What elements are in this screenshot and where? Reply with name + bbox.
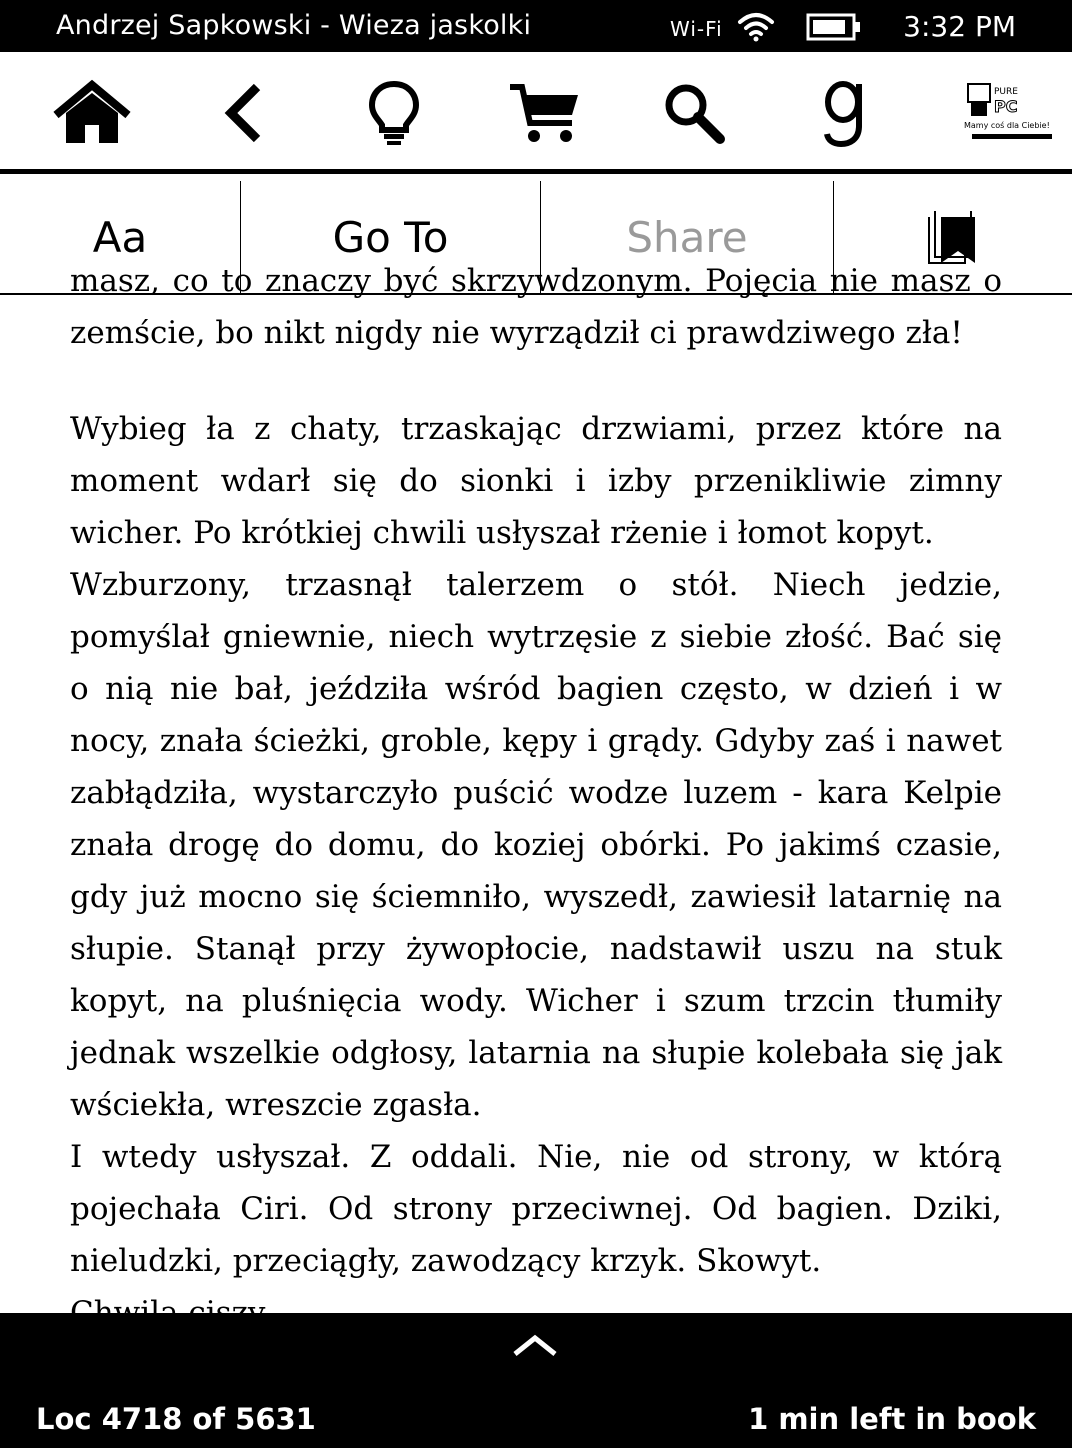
purepc-logo	[962, 82, 1058, 144]
font-settings-label: Aa	[92, 212, 148, 262]
top-toolbar	[0, 52, 1072, 174]
cart-icon[interactable]	[504, 78, 584, 148]
svg-text:PURE: PURE	[994, 87, 1018, 97]
chevron-up-icon[interactable]	[512, 1335, 558, 1357]
paragraph: Wybieg ła z chaty, trzaskając drzwiami, przez które na moment wdarł się do sionki i izby przenikliwie zimny wicher. Po krótkiej chwili usłyszał rżenie i łomot kopyt.	[70, 411, 1002, 551]
svg-text:PC: PC	[994, 97, 1018, 116]
back-icon[interactable]	[204, 78, 284, 148]
book-title: Andrzej Sapkowski - Wieza jaskolki	[56, 10, 532, 41]
status-bar	[0, 0, 1072, 52]
paragraph-partial-top: masz, co to znaczy być skrzywdzonym. Pojęcia nie masz o zemście, bo nikt nigdy nie wyrządził ci prawdziwego zła!	[70, 263, 1002, 351]
paragraph: Wzburzony, trzasnął talerzem o stół. Niech jedzie, pomyślał gniewnie, niech wytrzęsie z siebie złość. Bać się o nią nie bał, jeździła wśród bagien często, w dzień i w nocy, znała ścieżki, groble, kępy i grądy. Gdyby zaś i nawet zabłądziła, wystarczyło puścić wodze luzem - kara Kelpie znała drogę do domu, do koziej obórki. Po jakimś czasie, gdy już mocno się ściemniło, wyszedł, zawiesił latarnię na słupie. Stanął przy żywopłocie, nadstawił uszu na stuk kopyt, na pluśnięcia wody. Wicher i szum trzcin tłumiły jednak wszelkie odgłosy, latarnia na słupie kolebała się jak wściekła, wreszcie zgasła.	[70, 567, 1002, 1123]
goodreads-icon[interactable]	[804, 78, 884, 148]
clock: 3:32 PM	[903, 10, 1016, 43]
time-left-indicator[interactable]: 1 min left in book	[748, 1402, 1036, 1436]
book-page[interactable]	[0, 263, 1072, 1313]
search-icon[interactable]	[654, 78, 734, 148]
progress-footer	[0, 1313, 1072, 1448]
wifi-icon	[736, 10, 776, 42]
lightbulb-icon[interactable]	[354, 78, 434, 148]
goto-label: Go To	[332, 212, 449, 262]
wifi-label: Wi-Fi	[670, 17, 723, 41]
home-icon[interactable]	[52, 78, 132, 148]
paragraph: I wtedy usłyszał. Z oddali. Nie, nie od strony, w którą pojechała Ciri. Od strony przeciwnej. Od bagien. Dziki, nieludzki, przeciągły, zawodzący krzyk. Skowyt.	[70, 1139, 1002, 1279]
location-indicator[interactable]: Loc 4718 of 5631	[36, 1402, 316, 1436]
share-label: Share	[626, 212, 748, 262]
svg-text:Mamy coś dla Ciebie!: Mamy coś dla Ciebie!	[964, 121, 1050, 130]
battery-icon	[806, 12, 862, 42]
